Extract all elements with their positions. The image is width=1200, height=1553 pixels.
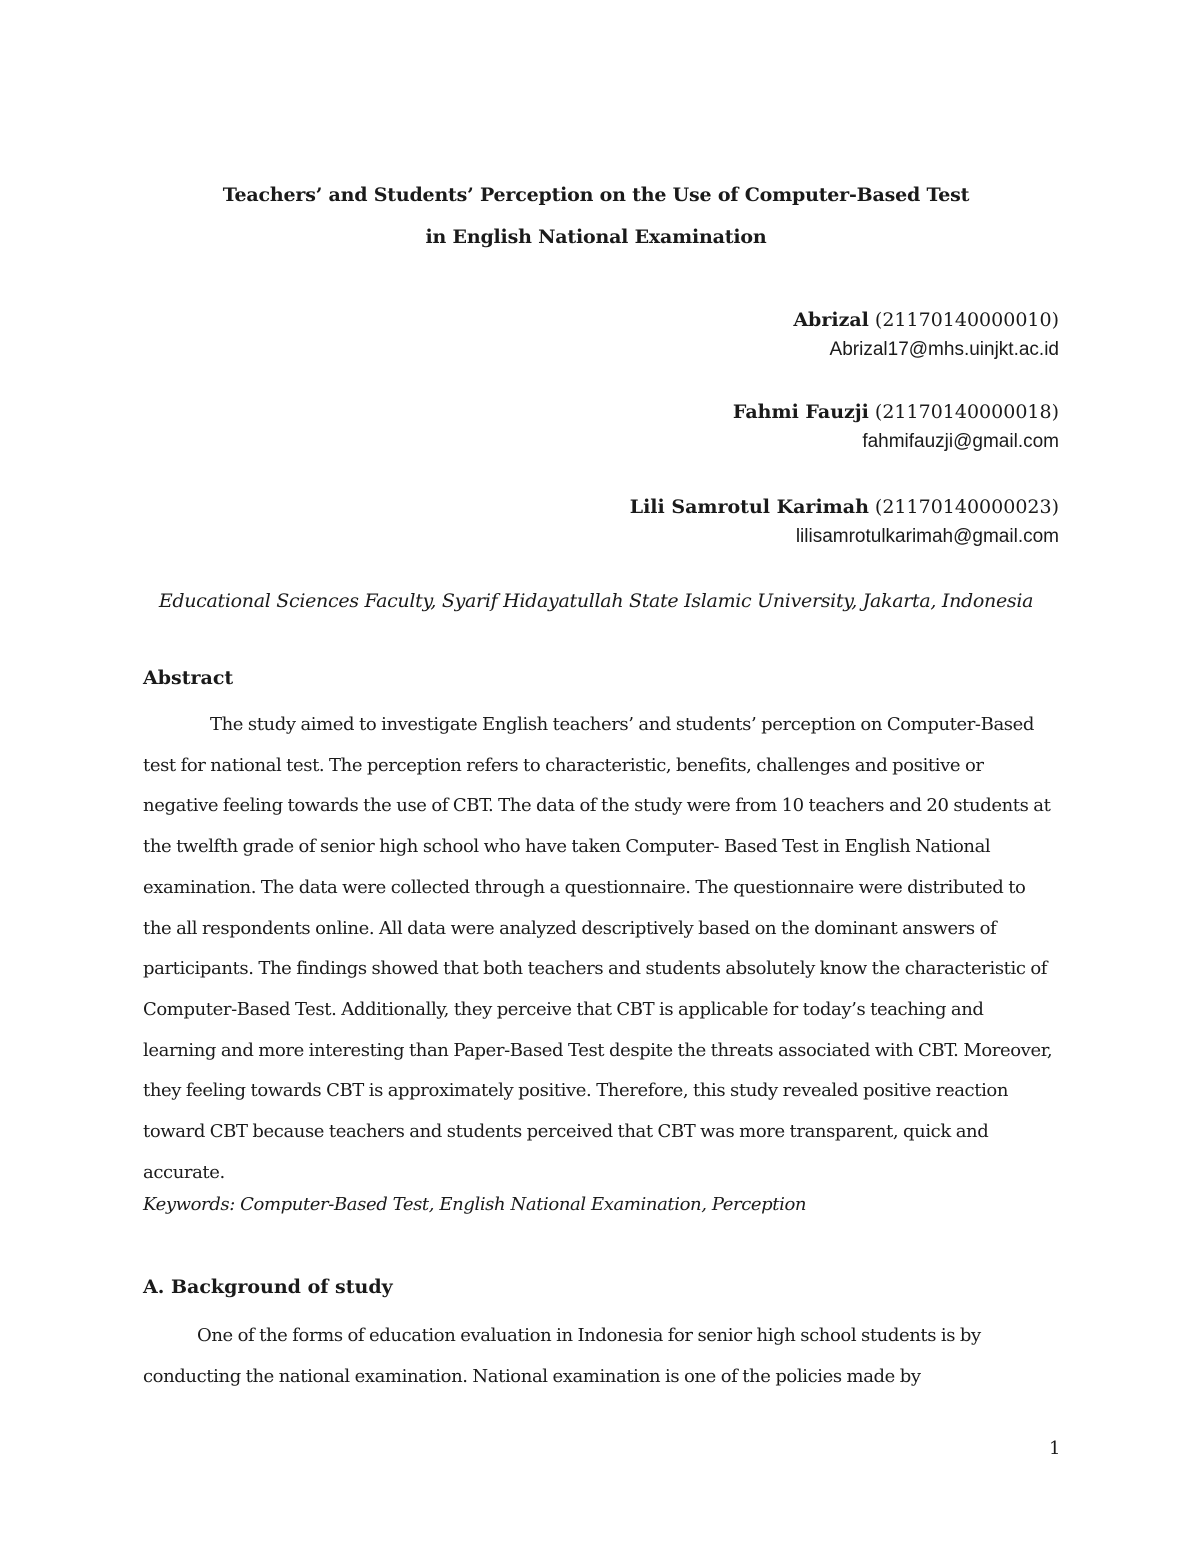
abstract-heading: Abstract <box>143 667 234 689</box>
author-email: fahmifauzji@gmail.com <box>862 431 1059 452</box>
abstract-body: The study aimed to investigate English teachers’ and students’ perception on Computer-Based test for national test. The perception refers to characteristic, benefits, challenges and positive or negative feeling towards the use of CBT. The data of the study were from 10 teachers and 20 students at the twelfth grade of senior high school who have taken Computer- Based Test in English National examination. The data were collected through a questionnaire. The questionnaire were distributed to the all respondents online. All data were analyzed descriptively based on the dominant answers of participants. The findings showed that both teachers and students absolutely know the characteristic of Computer-Based Test. Additionally, they perceive that CBT is applicable for today’s teaching and learning and more interesting than Paper-Based Test despite the threats associated with CBT. Moreover, they feeling towards CBT is approximately positive. Therefore, this study revealed positive reaction toward CBT because teachers and students perceived that CBT was more transparent, quick and accurate. <box>143 714 1053 1183</box>
section-heading: A. Background of study <box>143 1276 393 1298</box>
author-name: Abrizal <box>793 309 869 331</box>
author-id: (21170140000023) <box>868 496 1059 518</box>
section-body: One of the forms of education evaluation in Indonesia for senior high school students is by conducting the national examination. National examination is one of the policies made by <box>143 1325 981 1387</box>
author-id: (21170140000010) <box>868 309 1059 331</box>
author-block <box>793 305 1059 365</box>
author-email: lilisamrotulkarimah@gmail.com <box>795 526 1059 547</box>
keywords: Keywords: Computer-Based Test, English National Examination, Perception <box>143 1194 807 1215</box>
paper-title-line-2: in English National Examination <box>425 226 767 248</box>
author-block <box>630 492 1059 552</box>
author-id: (21170140000018) <box>868 401 1059 423</box>
author-email: Abrizal17@mhs.uinjkt.ac.id <box>829 339 1059 360</box>
author-name: Fahmi Fauzji <box>732 401 869 423</box>
author-block <box>733 397 1059 457</box>
paper-title-line-1: Teachers’ and Students’ Perception on the Use of Computer-Based Test <box>222 184 970 206</box>
author-name: Lili Samrotul Karimah <box>629 496 869 518</box>
page-number: 1 <box>1049 1438 1061 1459</box>
affiliation: Educational Sciences Faculty, Syarif Hidayatullah State Islamic University, Jakarta, Indonesia <box>158 590 1034 612</box>
